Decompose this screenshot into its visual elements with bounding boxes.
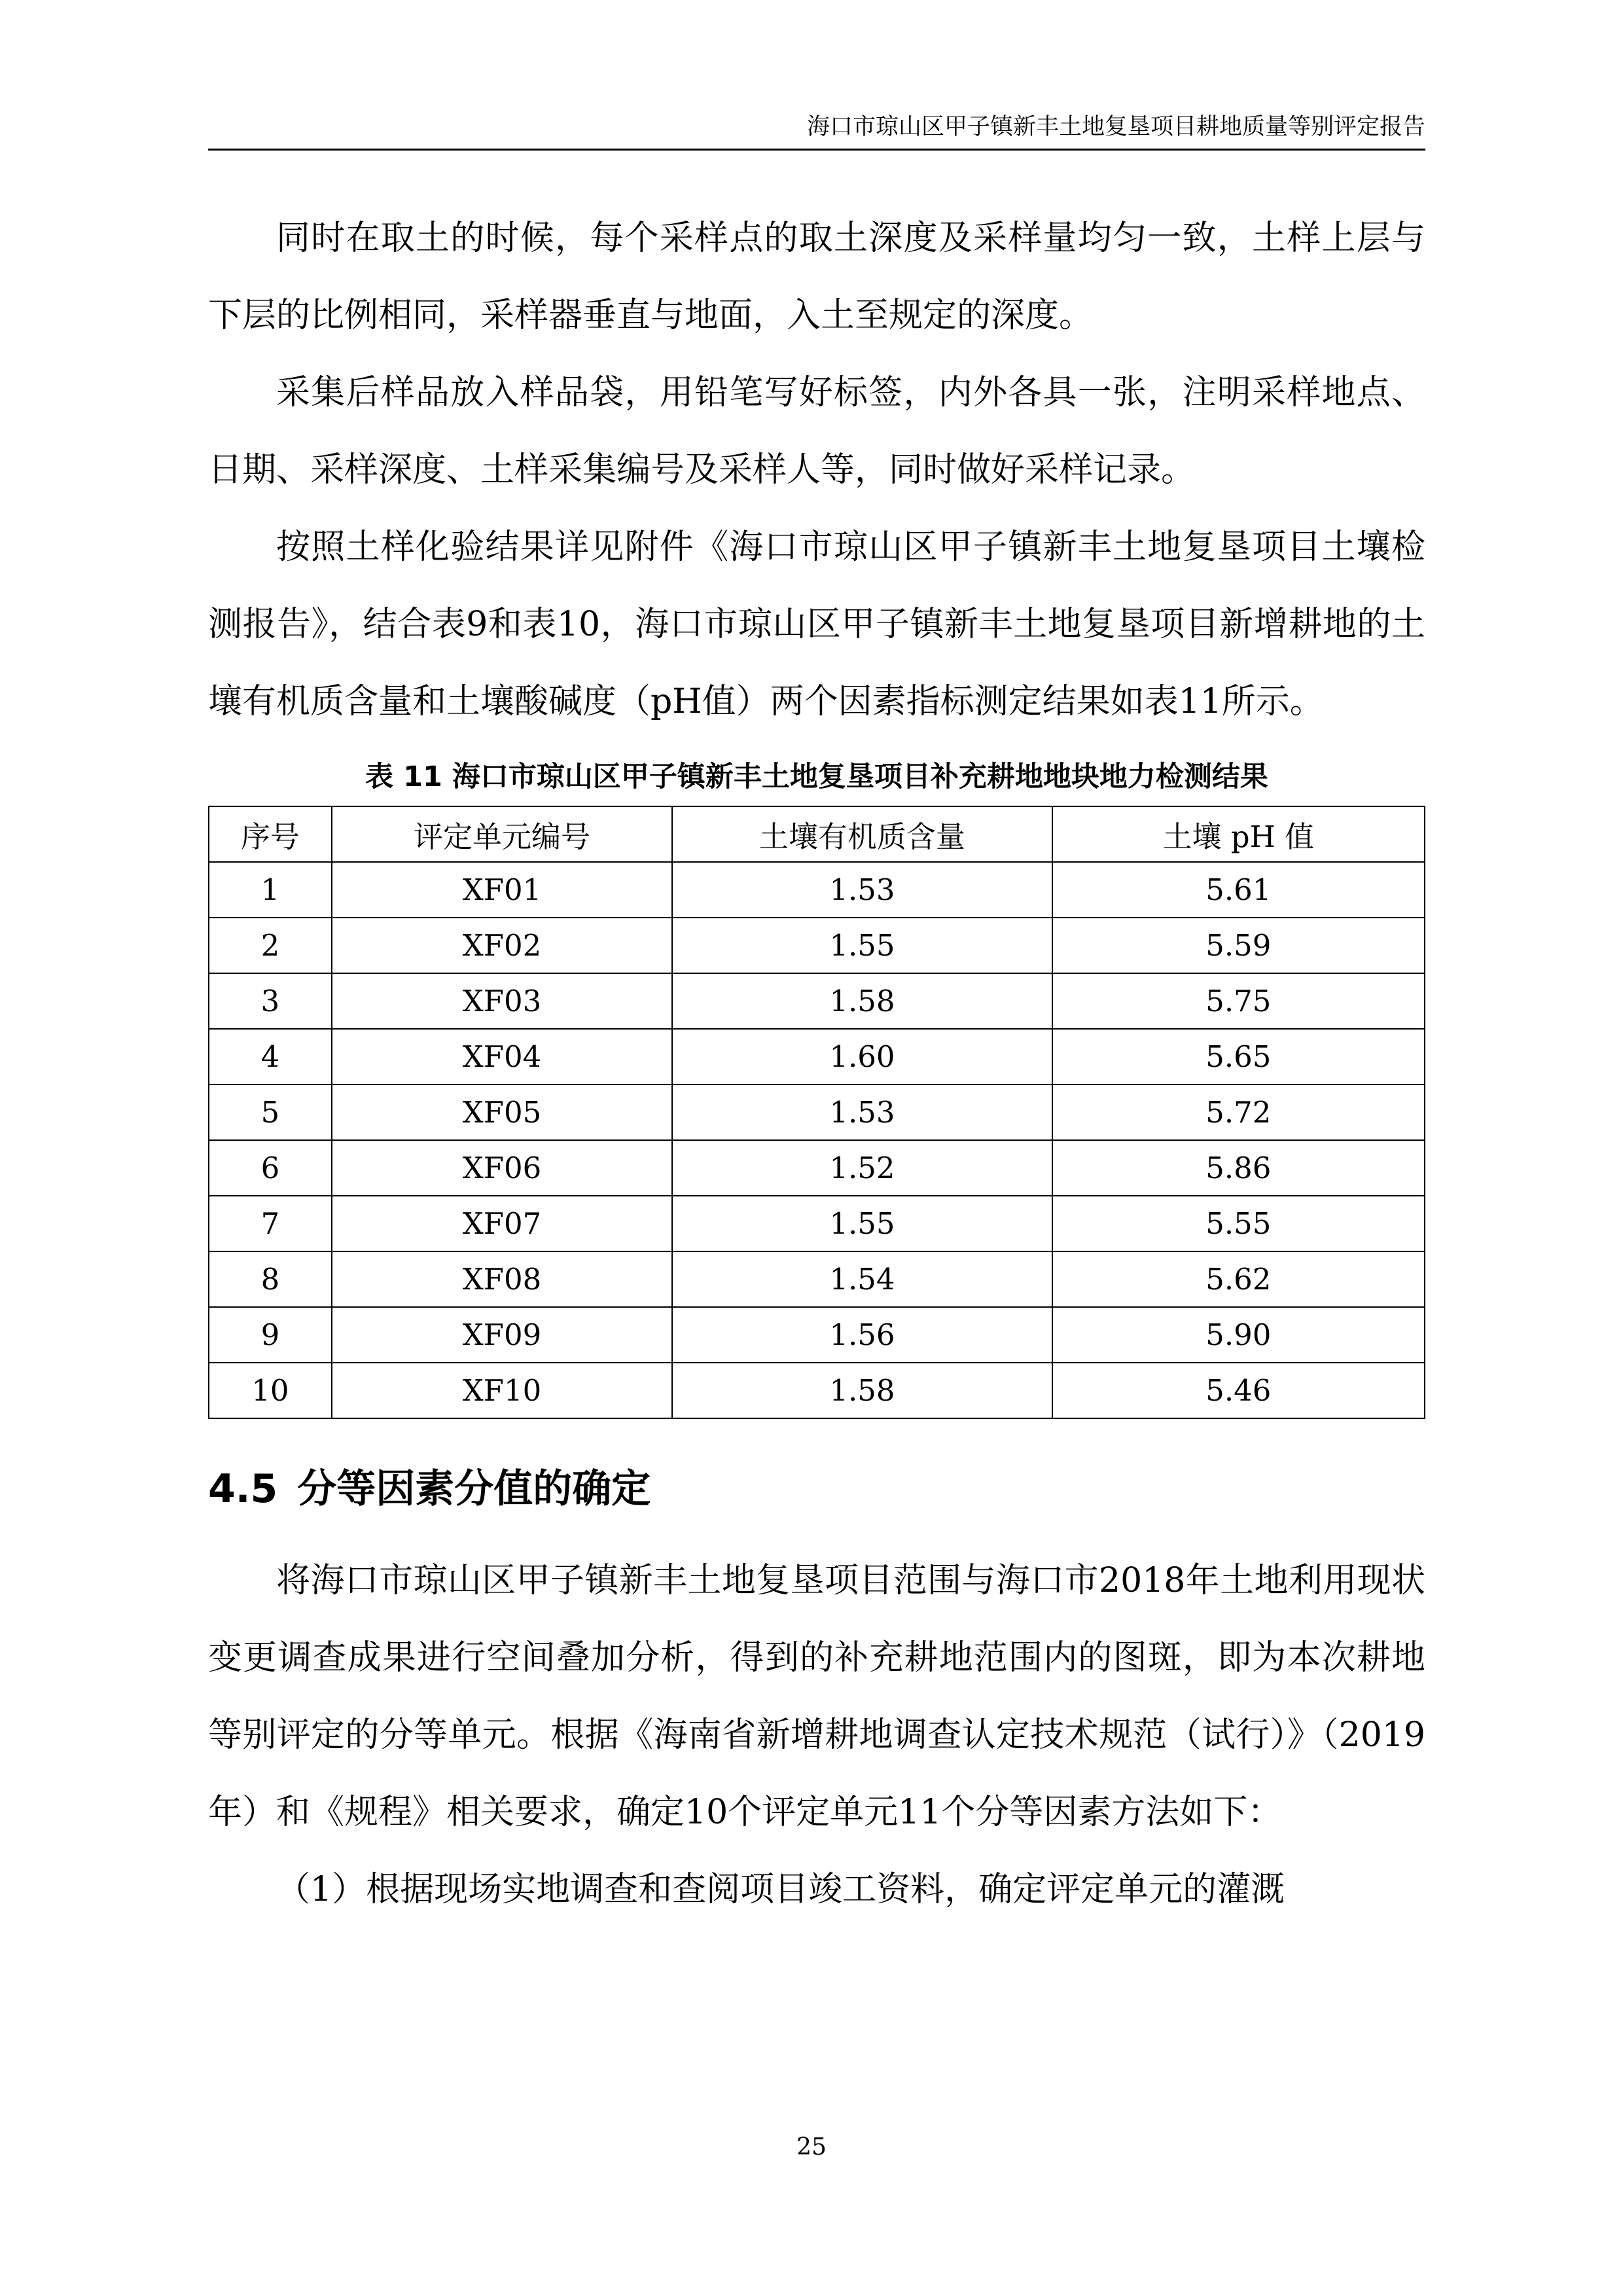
- header-organic-matter: 土壤有机质含量: [672, 806, 1052, 862]
- section-heading: [208, 1460, 1425, 1518]
- cell-organic-matter: 1.56: [672, 1307, 1052, 1363]
- table-caption: 表 11 海口市琼山区甲子镇新丰土地复垦项目补充耕地地块地力检测结果: [365, 761, 1268, 793]
- header-index: 序号: [209, 806, 332, 862]
- cell-index: 1: [209, 862, 332, 918]
- table-row: [209, 1307, 1425, 1363]
- cell-organic-matter: 1.52: [672, 1140, 1052, 1196]
- paragraph-item-1: （1）根据现场实地调查和查阅项目竣工资料，确定评定单元的灌溉: [276, 1870, 1285, 1909]
- cell-unit-code: XF05: [332, 1085, 672, 1140]
- cell-ph: 5.59: [1052, 918, 1425, 973]
- table-row: [209, 918, 1425, 973]
- cell-organic-matter: 1.54: [672, 1251, 1052, 1307]
- cell-unit-code: XF09: [332, 1307, 672, 1363]
- table-row: [209, 1363, 1425, 1418]
- cell-ph: 5.65: [1052, 1029, 1425, 1085]
- header-ph: 土壤 pH 值: [1052, 806, 1425, 862]
- cell-ph: 5.86: [1052, 1140, 1425, 1196]
- header-unit-code: 评定单元编号: [332, 806, 672, 862]
- soil-test-table: [208, 806, 1425, 1419]
- cell-organic-matter: 1.53: [672, 862, 1052, 918]
- cell-organic-matter: 1.55: [672, 1196, 1052, 1251]
- cell-unit-code: XF10: [332, 1363, 672, 1418]
- cell-ph: 5.62: [1052, 1251, 1425, 1307]
- cell-index: 8: [209, 1251, 332, 1307]
- table-row: [209, 1251, 1425, 1307]
- cell-unit-code: XF02: [332, 918, 672, 973]
- table-header-row: [209, 806, 1425, 862]
- page-content: [208, 200, 1425, 1928]
- cell-unit-code: XF04: [332, 1029, 672, 1085]
- cell-index: 6: [209, 1140, 332, 1196]
- cell-ph: 5.55: [1052, 1196, 1425, 1251]
- running-header: 海口市琼山区甲子镇新丰土地复垦项目耕地质量等别评定报告: [806, 114, 1425, 140]
- section-number: 4.5: [208, 1466, 278, 1512]
- header-rule: [208, 149, 1425, 151]
- cell-index: 4: [209, 1029, 332, 1085]
- section-title: 分等因素分值的确定: [297, 1466, 651, 1512]
- cell-ph: 5.46: [1052, 1363, 1425, 1418]
- cell-unit-code: XF01: [332, 862, 672, 918]
- cell-organic-matter: 1.53: [672, 1085, 1052, 1140]
- table-row: [209, 1140, 1425, 1196]
- paragraph-sampling-depth: 同时在取土的时候，每个采样点的取土深度及采样量均匀一致，土样上层与下层的比例相同，采样器垂直与地面，入土至规定的深度。: [208, 219, 1425, 335]
- cell-unit-code: XF07: [332, 1196, 672, 1251]
- cell-organic-matter: 1.58: [672, 973, 1052, 1029]
- cell-organic-matter: 1.55: [672, 918, 1052, 973]
- table-row: [209, 1085, 1425, 1140]
- cell-unit-code: XF06: [332, 1140, 672, 1196]
- cell-index: 7: [209, 1196, 332, 1251]
- cell-index: 5: [209, 1085, 332, 1140]
- paragraph-test-results: 按照土样化验结果详见附件《海口市琼山区甲子镇新丰土地复垦项目土壤检测报告》，结合表9和表10，海口市琼山区甲子镇新丰土地复垦项目新增耕地的土壤有机质含量和土壤酸碱度（pH值）两个因素指标测定结果如表11所示。: [208, 528, 1425, 721]
- cell-unit-code: XF03: [332, 973, 672, 1029]
- cell-index: 2: [209, 918, 332, 973]
- paragraph-spatial-analysis: 将海口市琼山区甲子镇新丰土地复垦项目范围与海口市2018年土地利用现状变更调查成果进行空间叠加分析，得到的补充耕地范围内的图斑，即为本次耕地等别评定的分等单元。根据《海南省新增耕地调查认定技术规范（试行）》（2019年）和《规程》相关要求，确定10个评定单元11个分等因素方法如下：: [208, 1561, 1425, 1832]
- cell-ph: 5.90: [1052, 1307, 1425, 1363]
- cell-ph: 5.75: [1052, 973, 1425, 1029]
- paragraph-sample-labeling: 采集后样品放入样品袋，用铅笔写好标签，内外各具一张，注明采样地点、日期、采样深度、土样采集编号及采样人等，同时做好采样记录。: [208, 373, 1425, 490]
- cell-index: 9: [209, 1307, 332, 1363]
- table-row: [209, 862, 1425, 918]
- cell-index: 10: [209, 1363, 332, 1418]
- cell-organic-matter: 1.60: [672, 1029, 1052, 1085]
- table-row: [209, 1196, 1425, 1251]
- table-row: [209, 1029, 1425, 1085]
- cell-index: 3: [209, 973, 332, 1029]
- cell-ph: 5.61: [1052, 862, 1425, 918]
- table-row: [209, 973, 1425, 1029]
- page-number: 25: [796, 2134, 827, 2161]
- cell-ph: 5.72: [1052, 1085, 1425, 1140]
- cell-organic-matter: 1.58: [672, 1363, 1052, 1418]
- cell-unit-code: XF08: [332, 1251, 672, 1307]
